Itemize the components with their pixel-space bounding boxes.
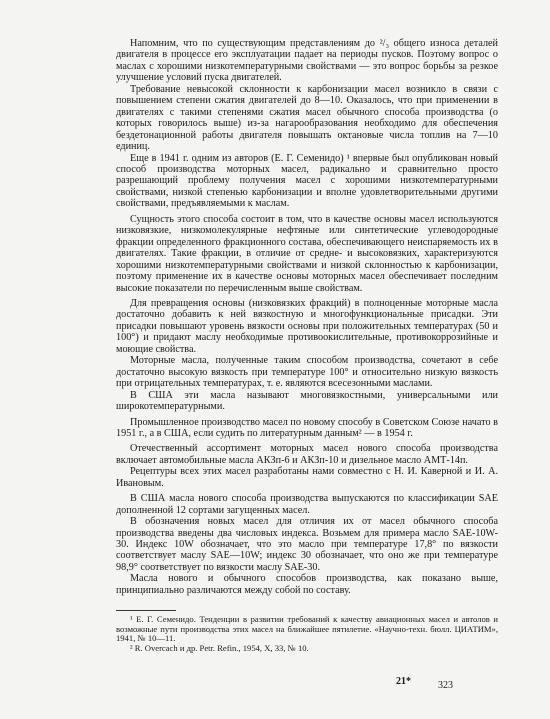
footnote-divider <box>116 610 176 611</box>
paragraph: Требование невысокой склонности к карбонизации масел возникло в связи с повышением степени сжатия двигателей до 8—10. Оказалось, что при применении в двигателях с такими степенями сжатия масел обычного способа производства (о которых говорилось выше) из-за нагарообразования необходимо для обеспечения бездетонационной работы двигателя повышать октановые числа топлив на 7—10 единиц. <box>116 83 498 153</box>
paragraph: В США масла нового способа производства выпускаются по классификации SAE дополненной 12 сортами загущенных масел. <box>116 493 498 516</box>
footnote: ¹ Е. Г. Семенидо. Тенденции в развитии требований к качеству авиационных масел и автолов и возможные пути производства этих масел на ближайшее пятилетие. «Научно-техн. бюлл. ЦИАТИМ», 1941, № 10—11. <box>116 614 498 644</box>
paragraph: Напомним, что по существующим представлениям до ²/₃ общего износа деталей двигателя в процессе его эксплуатации падает на периоды пусков. Поэтому вопрос о маслах с хорошими низкотемпературными свойствами — это вопрос борьбы за резкое улучшение условий пуска двигателей. <box>116 38 498 84</box>
paragraph: Отечественный ассортимент моторных масел нового способа производства включает автомобильные масла АКЗп-6 и АКЗп-10 и дизельное масло АМТ-14п. <box>116 443 498 466</box>
footnotes <box>116 615 498 653</box>
paragraph: Сущность этого способа состоит в том, что в качестве основы масел используются низковязкие, низкомолекулярные нефтяные или синтетические углеводородные фракции определенного фракционного состава, обеспечивающего неиспаряемость их в двигателях. Такие фракции, в отличие от средне- и высоковязких, характеризуются хорошими низкотемпературными свойствами и низкой склонностью к карбонизации, поэтому применение их в качестве основы моторных масел обеспечивает последним высокие показатели по перечисленным выше свойствам. <box>116 213 498 294</box>
paragraph: Рецептуры всех этих масел разработаны нами совместно с Н. И. Каверной и И. А. Ивановым. <box>116 466 498 489</box>
paragraph: Для превращения основы (низковязких фракций) в полноценные моторные масла достаточно добавить к ней вязкостную и многофункциональные присадки. Эти присадки повышают уровень вязкости основы при положительных температурах (50 и 100°) и придают маслу необходимые противоокислительные, противокоррозийные и моющие свойства. <box>116 297 498 355</box>
signature-mark: 21* <box>396 676 411 687</box>
footnote: ² R. Overcach и др. Petr. Refin., 1954, X, 33, № 10. <box>130 643 309 654</box>
paragraph: Еще в 1941 г. одним из авторов (Е. Г. Семенидо) ¹ впервые был опубликован новый способ производства моторных масел, радикально и сравнительно просто разрешающий проблему получения масел с хорошими низкотемпературными свойствами, низкой степенью карбонизации и вполне удовлетворительными другими свойствами, предъявляемыми к маслам. <box>116 152 498 210</box>
paragraph: Промышленное производство масел по новому способу в Советском Союзе начато в 1951 г., а в США, если судить по литературным данным² — в 1954 г. <box>116 416 498 439</box>
body-text <box>116 38 498 596</box>
paragraph: Масла нового и обычного способов производства, как показано выше, принципиально различаются между собой по составу. <box>116 573 498 596</box>
paragraph: В США эти масла называют многовязкостными, универсальными или широкотемпературными. <box>116 389 498 413</box>
page-number: 323 <box>438 680 453 691</box>
paragraph: В обозначения новых масел для отличия их от масел обычного способа производства введены два числовых индекса. Возьмем для примера масло SAE-10W-30. Индекс 10W обозначает, что это масло при температуре 17,8° по вязкости соответствует маслу SAE—10W; индекс 30 обозначает, что оно же при температуре 98,9° соответствует по вязкости маслу SAE-30. <box>116 516 498 573</box>
paragraph: Моторные масла, полученные таким способом производства, сочетают в себе достаточно высокую вязкость при температуре 100° и относительно низкую вязкость при отрицательных температурах, т. е. являются всесезонными маслами. <box>116 355 498 390</box>
